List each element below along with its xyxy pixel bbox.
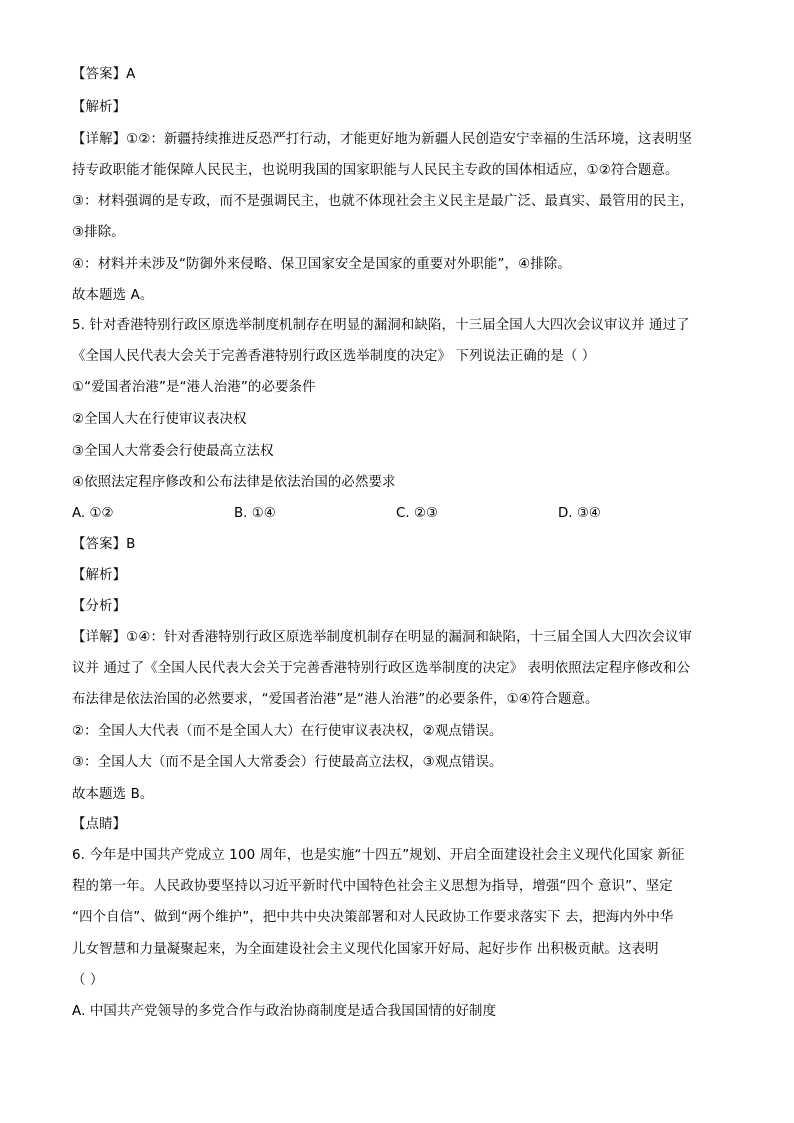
q5-stem-line-1: 5. 针对香港特别行政区原选举制度机制存在明显的漏洞和缺陷，十三届全国人大四次会议审议并 通过了	[72, 318, 690, 333]
q5-detail-line-2: 议并 通过了《全国人民代表大会关于完善香港特别行政区选举制度的决定》 表明依照法定程序修改和公	[72, 661, 691, 676]
q6-stem-line-4: 儿女智慧和力量凝聚起来，为全面建设社会主义现代化国家开好局、起好步作 出积极贡献。这表明	[72, 942, 659, 957]
q5-item-3: ③全国人大常委会行使最高立法权	[72, 444, 274, 459]
q4-conclusion: 故本题选 A。	[72, 288, 154, 303]
q5-detail-line-1: 【详解】①④：针对香港特别行政区原选举制度机制存在明显的漏洞和缺陷，十三届全国人大四次会议审	[72, 630, 693, 645]
q5-answer: 【答案】B	[72, 537, 136, 552]
q5-remark-heading: 【点睛】	[72, 817, 127, 832]
q5-option-b: B. ①④	[234, 506, 276, 521]
q6-option-a: A. 中国共产党领导的多党合作与政治协商制度是适合我国国情的好制度	[72, 1004, 497, 1019]
q4-point3-line-2: ③排除。	[72, 225, 125, 240]
q5-point3: ③：全国人大（而不是全国人大常委会）行使最高立法权，③观点错误。	[72, 755, 503, 770]
q5-stem-line-2: 《全国人民代表大会关于完善香港特别行政区选举制度的决定》 下列说法正确的是（ ）	[72, 349, 596, 364]
q6-stem-line-3: “四个自信”、做到“两个维护”，把中共中央决策部署和对人民政协工作要求落实下 去，把海内外中华	[72, 910, 674, 925]
q5-option-c: C. ②③	[396, 506, 438, 521]
q5-point2: ②：全国人大代表（而不是全国人大）在行使审议表决权，②观点错误。	[72, 724, 503, 739]
q5-analyze-heading: 【分析】	[72, 599, 127, 614]
q5-item-4: ④依照法定程序修改和公布法律是依法治国的必然要求	[72, 475, 396, 490]
q5-detail-line-3: 布法律是依法治国的必然要求，“爱国者治港”是“港人治港”的必要条件，①④符合题意。	[72, 692, 599, 707]
q4-point3-line-1: ③：材料强调的是专政，而不是强调民主，也就不体现社会主义民主是最广泛、最真实、最管用的民主，	[72, 194, 694, 209]
q4-detail-line-1: 【详解】①②：新疆持续推进反恐严打行动，才能更好地为新疆人民创造安宁幸福的生活环境，这表明坚	[72, 132, 693, 147]
q5-item-1: ①“爱国者治港”是“港人治港”的必要条件	[72, 380, 316, 395]
q6-stem-line-5: （ ）	[72, 973, 104, 988]
q6-stem-line-2: 程的第一年。人民政协要坚持以习近平新时代中国特色社会主义思想为指导，增强“四个 意识”、坚定	[72, 879, 673, 894]
q4-detail-line-2: 持专政职能才能保障人民民主，也说明我国的国家职能与人民民主专政的国体相适应，①②符合题意。	[72, 163, 679, 178]
q6-stem-line-1: 6. 今年是中国共产党成立 100 周年，也是实施“十四五”规划、开启全面建设社会主义现代化国家 新征	[72, 848, 685, 863]
q5-conclusion: 故本题选 B。	[72, 787, 154, 802]
q4-point4: ④：材料并未涉及“防御外来侵略、保卫国家安全是国家的重要对外职能”，④排除。	[72, 257, 571, 272]
q5-analysis-heading: 【解析】	[72, 568, 127, 583]
q4-answer: 【答案】A	[72, 67, 136, 82]
q4-analysis-heading: 【解析】	[72, 100, 127, 115]
q5-option-d: D. ③④	[558, 506, 601, 521]
q5-item-2: ②全国人大在行使审议表决权	[72, 412, 247, 427]
q5-option-a: A. ①②	[72, 506, 114, 521]
